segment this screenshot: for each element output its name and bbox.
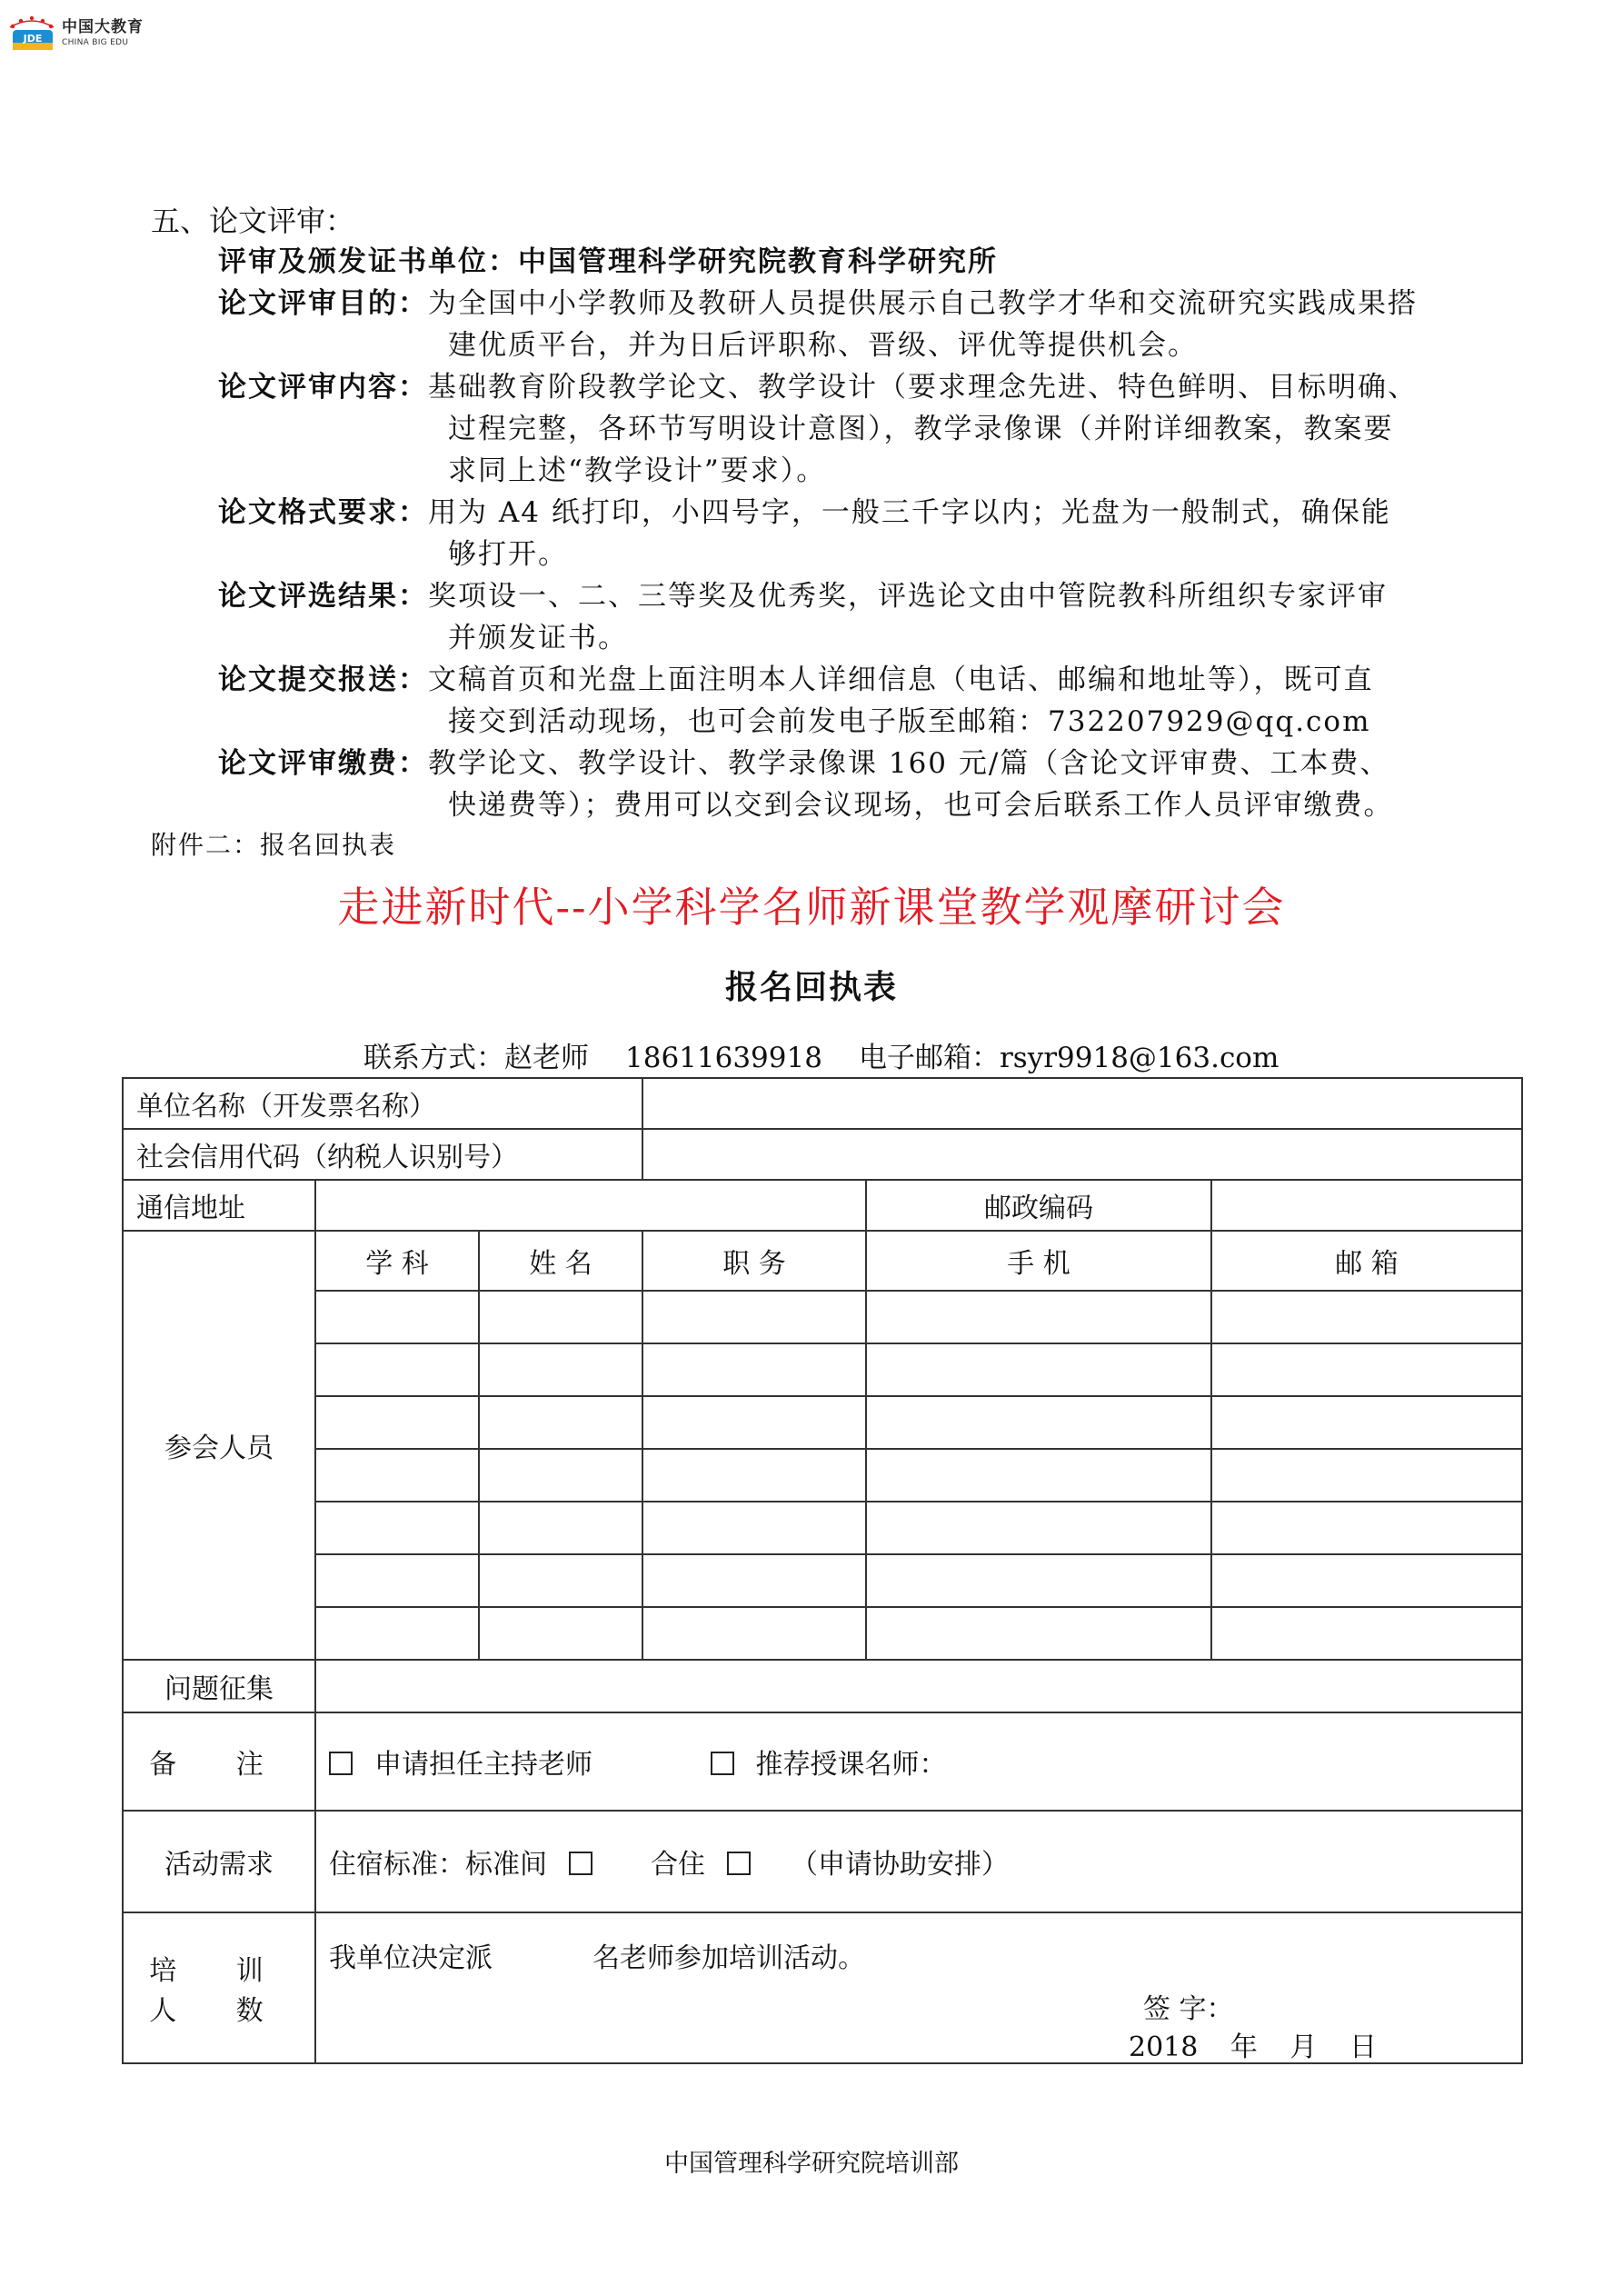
attendees-label: 参会人员 (123, 1231, 315, 1660)
item-content-line1 (218, 364, 1418, 404)
footer: 中国管理科学研究院培训部 (664, 2150, 959, 2178)
unit-name-label: 单位名称（开发票名称） (123, 1078, 642, 1129)
item-submit-line1 (218, 656, 1374, 697)
questions-label: 问题征集 (123, 1660, 315, 1712)
attendee-cell[interactable] (1211, 1449, 1522, 1502)
activity-needs-label: 活动需求 (123, 1811, 315, 1912)
unit-name-field[interactable] (642, 1078, 1522, 1129)
item-fee-line1 (218, 740, 1389, 781)
item-content-line2: 过程完整，各环节写明设计意图），教学录像课（并附详细教案，教案要 (448, 413, 1394, 445)
item-purpose-line2: 建优质平台，并为日后评职称、晋级、评优等提供机会。 (448, 329, 1198, 362)
contact-person: 联系方式：赵老师 (363, 1042, 589, 1074)
item-label: 评审及颁发证书单位： (218, 245, 518, 278)
attendee-cell[interactable] (642, 1396, 866, 1449)
contact-phone: 18611639918 (625, 1042, 822, 1074)
attendee-cell[interactable] (866, 1607, 1211, 1660)
attendee-cell[interactable] (479, 1291, 642, 1343)
col-position: 职 务 (642, 1231, 866, 1291)
event-title: 走进新时代--小学科学名师新课堂教学观摩研讨会 (337, 883, 1286, 932)
row-training (123, 1912, 1522, 2063)
attendee-cell[interactable] (866, 1502, 1211, 1554)
logo-cn: 中国大教育 (62, 18, 144, 36)
attendee-cell[interactable] (866, 1449, 1211, 1502)
attendee-row (123, 1396, 1522, 1449)
remarks-label: 备 注 (123, 1712, 315, 1811)
row-activity-needs (123, 1811, 1522, 1912)
training-content (315, 1912, 1522, 2063)
training-text-b: 名老师参加培训活动。 (592, 1942, 865, 1974)
attachment-label: 附件二：报名回执表 (151, 830, 397, 860)
attendee-cell[interactable] (315, 1343, 479, 1396)
item-text: 教学论文、教学设计、教学录像课 160 元/篇（含论文评审费、工本费、 (428, 747, 1390, 780)
attendee-cell[interactable] (642, 1449, 866, 1502)
attendee-cell[interactable] (479, 1607, 642, 1660)
attendee-cell[interactable] (642, 1291, 866, 1343)
logo-mark-text: JDE (23, 33, 43, 45)
attendee-cell[interactable] (1211, 1396, 1522, 1449)
row-unit-name (123, 1078, 1522, 1129)
standard-room-checkbox[interactable] (569, 1852, 592, 1875)
address-field[interactable] (315, 1180, 866, 1231)
contact-email: 电子邮箱：rsyr9918@163.com (858, 1042, 1279, 1074)
postcode-field[interactable] (1211, 1180, 1522, 1231)
credit-code-field[interactable] (642, 1129, 1522, 1180)
logo (7, 13, 144, 55)
attendee-cell[interactable] (866, 1396, 1211, 1449)
item-label: 论文评审缴费： (218, 747, 428, 780)
item-format-line1 (218, 489, 1391, 530)
attendee-cell[interactable] (642, 1607, 866, 1660)
contact-line (363, 1034, 1315, 1075)
item-issuer (218, 238, 998, 279)
attendee-row (123, 1554, 1522, 1607)
item-label: 论文格式要求： (218, 496, 428, 529)
attendee-row (123, 1291, 1522, 1343)
row-questions (123, 1660, 1522, 1712)
attendee-cell[interactable] (479, 1343, 642, 1396)
attendee-cell[interactable] (1211, 1607, 1522, 1660)
item-format-line2: 够打开。 (448, 538, 568, 571)
section-title: 五、论文评审： (151, 204, 355, 238)
row-address (123, 1180, 1522, 1231)
item-text: 用为 A4 纸打印，小四号字，一般三千字以内；光盘为一般制式，确保能 (428, 496, 1391, 529)
item-submit-line2: 接交到活动现场，也可会前发电子版至邮箱：732207929@qq.com (448, 705, 1371, 738)
attendee-cell[interactable] (642, 1502, 866, 1554)
shared-label: 合住 (651, 1849, 705, 1881)
row-remarks (123, 1712, 1522, 1811)
attendee-cell[interactable] (1211, 1554, 1522, 1607)
item-text: 为全国中小学教师及教研人员提供展示自己教学才华和交流研究实践成果搭 (428, 287, 1418, 320)
row-attendee-header (123, 1231, 1522, 1291)
form-title: 报名回执表 (724, 968, 898, 1006)
col-phone: 手 机 (866, 1231, 1211, 1291)
lodging-label: 住宿标准：标准间 (329, 1849, 547, 1881)
signature-label: 签 字： (1143, 1993, 1234, 2025)
item-text: 文稿首页和光盘上面注明本人详细信息（电话、邮编和地址等），既可直 (428, 664, 1374, 696)
address-label: 通信地址 (123, 1180, 315, 1231)
item-label: 论文提交报送： (218, 664, 428, 696)
item-purpose-line1 (218, 280, 1418, 321)
attendee-cell[interactable] (315, 1396, 479, 1449)
logo-en: CHINA BIG EDU (62, 38, 129, 47)
attendee-cell[interactable] (642, 1343, 866, 1396)
remarks-options (315, 1712, 1522, 1811)
attendee-cell[interactable] (315, 1502, 479, 1554)
attendee-cell[interactable] (479, 1554, 642, 1607)
recommend-checkbox[interactable] (711, 1752, 734, 1775)
training-label-line2: 人 数 (149, 1995, 289, 2027)
item-label: 论文评审目的： (218, 287, 428, 320)
attendee-cell[interactable] (642, 1554, 866, 1607)
col-email: 邮 箱 (1211, 1231, 1522, 1291)
attendee-cell[interactable] (1211, 1291, 1522, 1343)
date-line: 2018 年 月 日 (1129, 2031, 1377, 2063)
row-credit-code (123, 1129, 1522, 1180)
attendee-cell[interactable] (315, 1291, 479, 1343)
item-text: 基础教育阶段教学论文、教学设计（要求理念先进、特色鲜明、目标明确、 (428, 371, 1418, 404)
host-option-label: 申请担任主持老师 (374, 1749, 592, 1781)
attendee-cell[interactable] (866, 1343, 1211, 1396)
item-text: 奖项设一、二、三等奖及优秀奖，评选论文由中管院教科所组织专家评审 (428, 580, 1388, 613)
attendee-cell[interactable] (315, 1607, 479, 1660)
assist-label: （申请协助安排） (791, 1849, 1009, 1881)
attendee-row (123, 1502, 1522, 1554)
attendee-cell[interactable] (315, 1554, 479, 1607)
item-results-line1 (218, 573, 1388, 614)
attendee-cell[interactable] (479, 1502, 642, 1554)
attendee-cell[interactable] (1211, 1502, 1522, 1554)
attendee-cell[interactable] (479, 1396, 642, 1449)
credit-code-label: 社会信用代码（纳税人识别号） (123, 1129, 642, 1180)
attendee-cell[interactable] (866, 1291, 1211, 1343)
attendee-row (123, 1607, 1522, 1660)
col-name: 姓 名 (479, 1231, 642, 1291)
shared-room-checkbox[interactable] (727, 1852, 751, 1875)
attendee-row (123, 1343, 1522, 1396)
host-checkbox[interactable] (329, 1752, 353, 1775)
item-text: 中国管理科学研究院教育科学研究所 (518, 245, 998, 278)
item-label: 论文评选结果： (218, 580, 428, 613)
activity-needs-options (315, 1811, 1522, 1912)
training-text-a: 我单位决定派 (329, 1942, 493, 1974)
attendee-row (123, 1449, 1522, 1502)
item-fee-line2: 快递费等）；费用可以交到会议现场，也可会后联系工作人员评审缴费。 (448, 789, 1394, 822)
questions-field[interactable] (315, 1660, 1522, 1712)
training-label (123, 1912, 315, 2063)
training-label-line1: 培 训 (149, 1955, 289, 1987)
attendee-cell[interactable] (479, 1449, 642, 1502)
attendee-cell[interactable] (1211, 1343, 1522, 1396)
item-label: 论文评审内容： (218, 371, 428, 404)
logo-mark-icon (7, 13, 56, 55)
attendee-cell[interactable] (866, 1554, 1211, 1607)
item-results-line2: 并颁发证书。 (448, 622, 628, 654)
recommend-option-label: 推荐授课名师： (755, 1749, 947, 1781)
attendee-cell[interactable] (315, 1449, 479, 1502)
col-subject: 学 科 (315, 1231, 479, 1291)
item-content-line3: 求同上述“教学设计”要求）。 (448, 454, 827, 487)
registration-form (122, 1077, 1523, 2064)
postcode-label: 邮政编码 (866, 1180, 1211, 1231)
